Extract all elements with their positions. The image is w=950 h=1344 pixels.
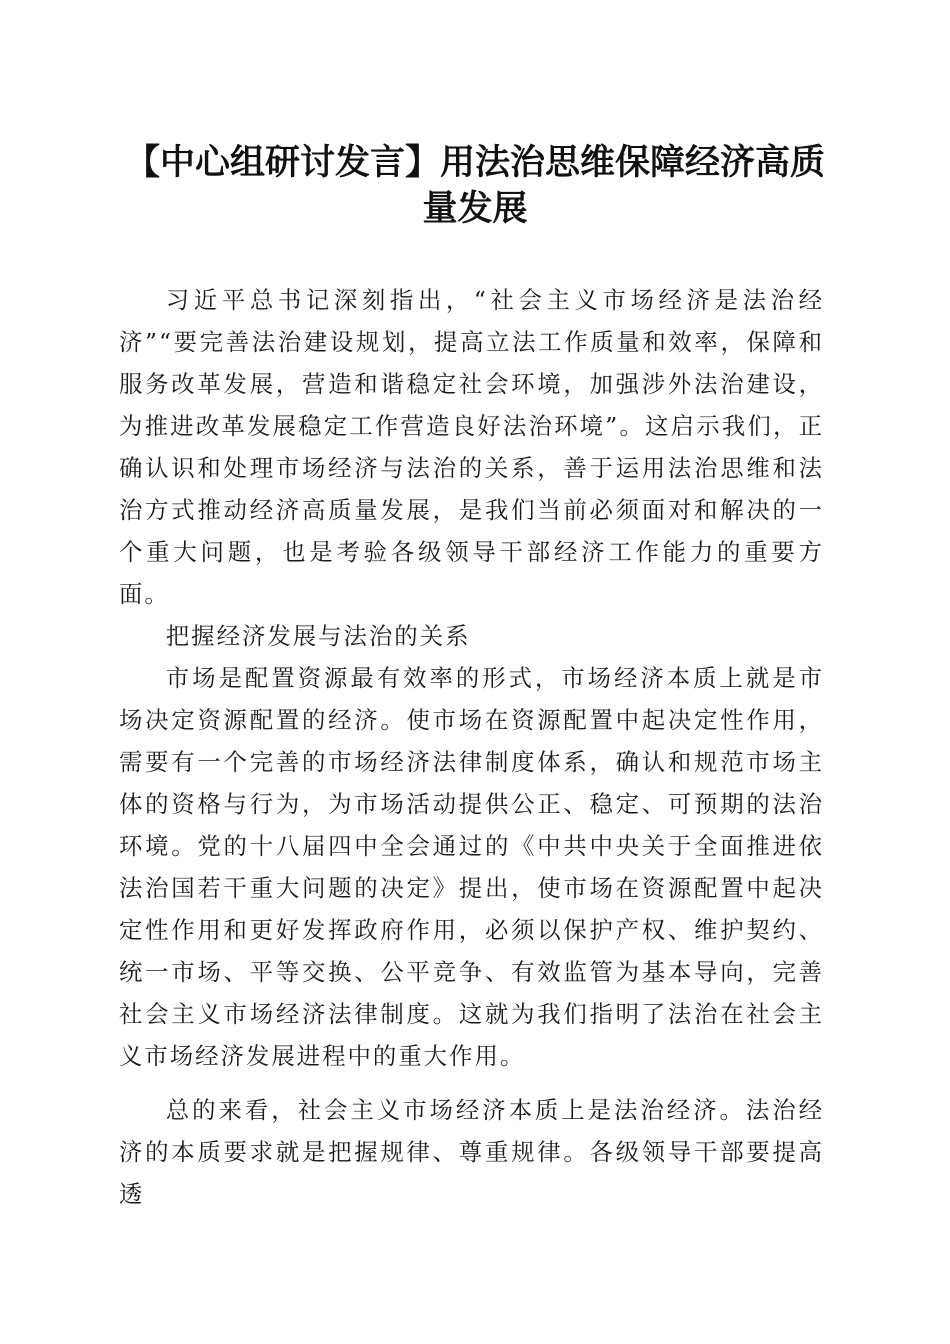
- section-heading: 把握经济发展与法治的关系: [165, 622, 471, 650]
- paragraph-intro: 习近平总书记深刻指出，“社会主义市场经济是法治经济”“要完善法治建设规划，提高立法工作质量和效率，保障和服务改革发展，营造和谐稳定社会环境，加强涉外法治建设，为推进改革发展稳定工作营造良好法治环境”。这启示我们，正确认识和处理市场经济与法治的关系，善于运用法治思维和法治方式推动经济高质量发展，是我们当前必须面对和解决的一个重大问题，也是考验各级领导干部经济工作能力的重要方面。: [119, 286, 824, 608]
- document-body: [119, 279, 824, 1215]
- document-title: 【中心组研讨发言】用法治思维保障经济高质量发展: [124, 142, 825, 229]
- paragraph-market-economy: 市场是配置资源最有效率的形式，市场经济本质上就是市场决定资源配置的经济。使市场在资源配置中起决定性作用，需要有一个完善的市场经济法律制度体系，确认和规范市场主体的资格与行为，为市场活动提供公正、稳定、可预期的法治环境。党的十八届四中全会通过的《中共中央关于全面推进依法治国若干重大问题的决定》提出，使市场在资源配置中起决定性作用和更好发挥政府作用，必须以保护产权、维护契约、统一市场、平等交换、公平竞争、有效监管为基本导向，完善社会主义市场经济法律制度。这就为我们指明了法治在社会主义市场经济发展进程中的重大作用。: [119, 664, 824, 1070]
- paragraph-summary: 总的来看，社会主义市场经济本质上是法治经济。法治经济的本质要求就是把握规律、尊重规律。各级领导干部要提高透: [119, 1096, 824, 1208]
